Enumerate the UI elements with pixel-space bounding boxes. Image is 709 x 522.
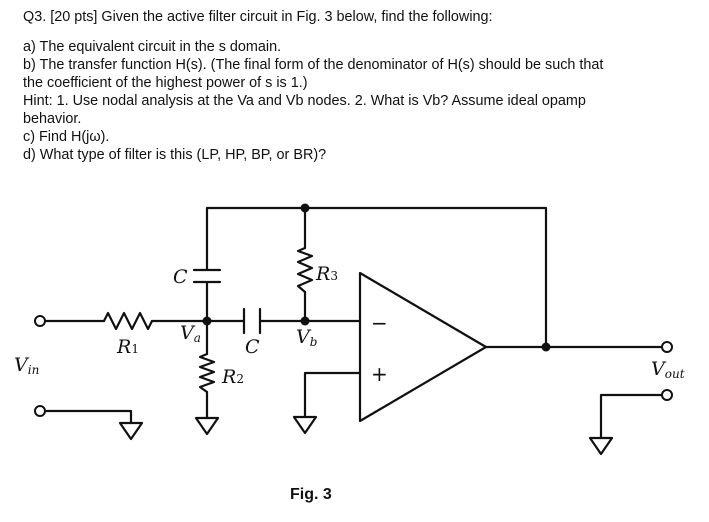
ground-icon xyxy=(294,417,316,433)
plus-sign: + xyxy=(371,362,388,386)
label-vb: Vb xyxy=(296,326,318,349)
part-b-line-2: the coefficient of the highest power of s is 1.) xyxy=(23,75,308,91)
label-vin: Vin xyxy=(14,354,40,377)
part-d: d) What type of filter is this (LP, HP, BP, or BR)? xyxy=(23,147,327,163)
question-title: Q3. [20 pts] Given the active filter circuit in Fig. 3 below, find the following: xyxy=(23,9,493,25)
label-c-top: C xyxy=(173,266,188,288)
op-amp xyxy=(360,273,486,421)
terminals xyxy=(35,316,672,416)
label-r1: R1 xyxy=(117,336,139,358)
label-c-mid: C xyxy=(245,336,260,358)
resistor-r3 xyxy=(298,248,312,292)
ground-icon xyxy=(196,418,218,434)
ground-icon xyxy=(590,438,612,454)
ground-icon xyxy=(120,423,142,439)
capacitor-c-top xyxy=(194,270,220,282)
figure-caption: Fig. 3 xyxy=(290,486,332,503)
hint-line-1: Hint: 1. Use nodal analysis at the Va and Vb nodes. 2. What is Vb? Assume ideal opamp xyxy=(23,93,586,109)
part-b-line-1: b) The transfer function H(s). (The final form of the denominator of H(s) should be such that xyxy=(23,57,604,73)
part-a: a) The equivalent circuit in the s domain. xyxy=(23,39,282,55)
minus-sign: − xyxy=(371,311,388,335)
label-vout: Vout xyxy=(651,358,685,381)
circuit-wires xyxy=(45,208,662,438)
label-r2: R2 xyxy=(222,366,244,388)
resistor-r1 xyxy=(104,313,152,329)
part-c: c) Find H(jω). xyxy=(23,129,110,145)
label-r3: R3 xyxy=(316,263,338,285)
label-va: Va xyxy=(180,322,201,345)
resistor-r2 xyxy=(200,354,214,392)
hint-line-2: behavior. xyxy=(23,111,82,127)
capacitor-c-mid xyxy=(244,309,260,333)
